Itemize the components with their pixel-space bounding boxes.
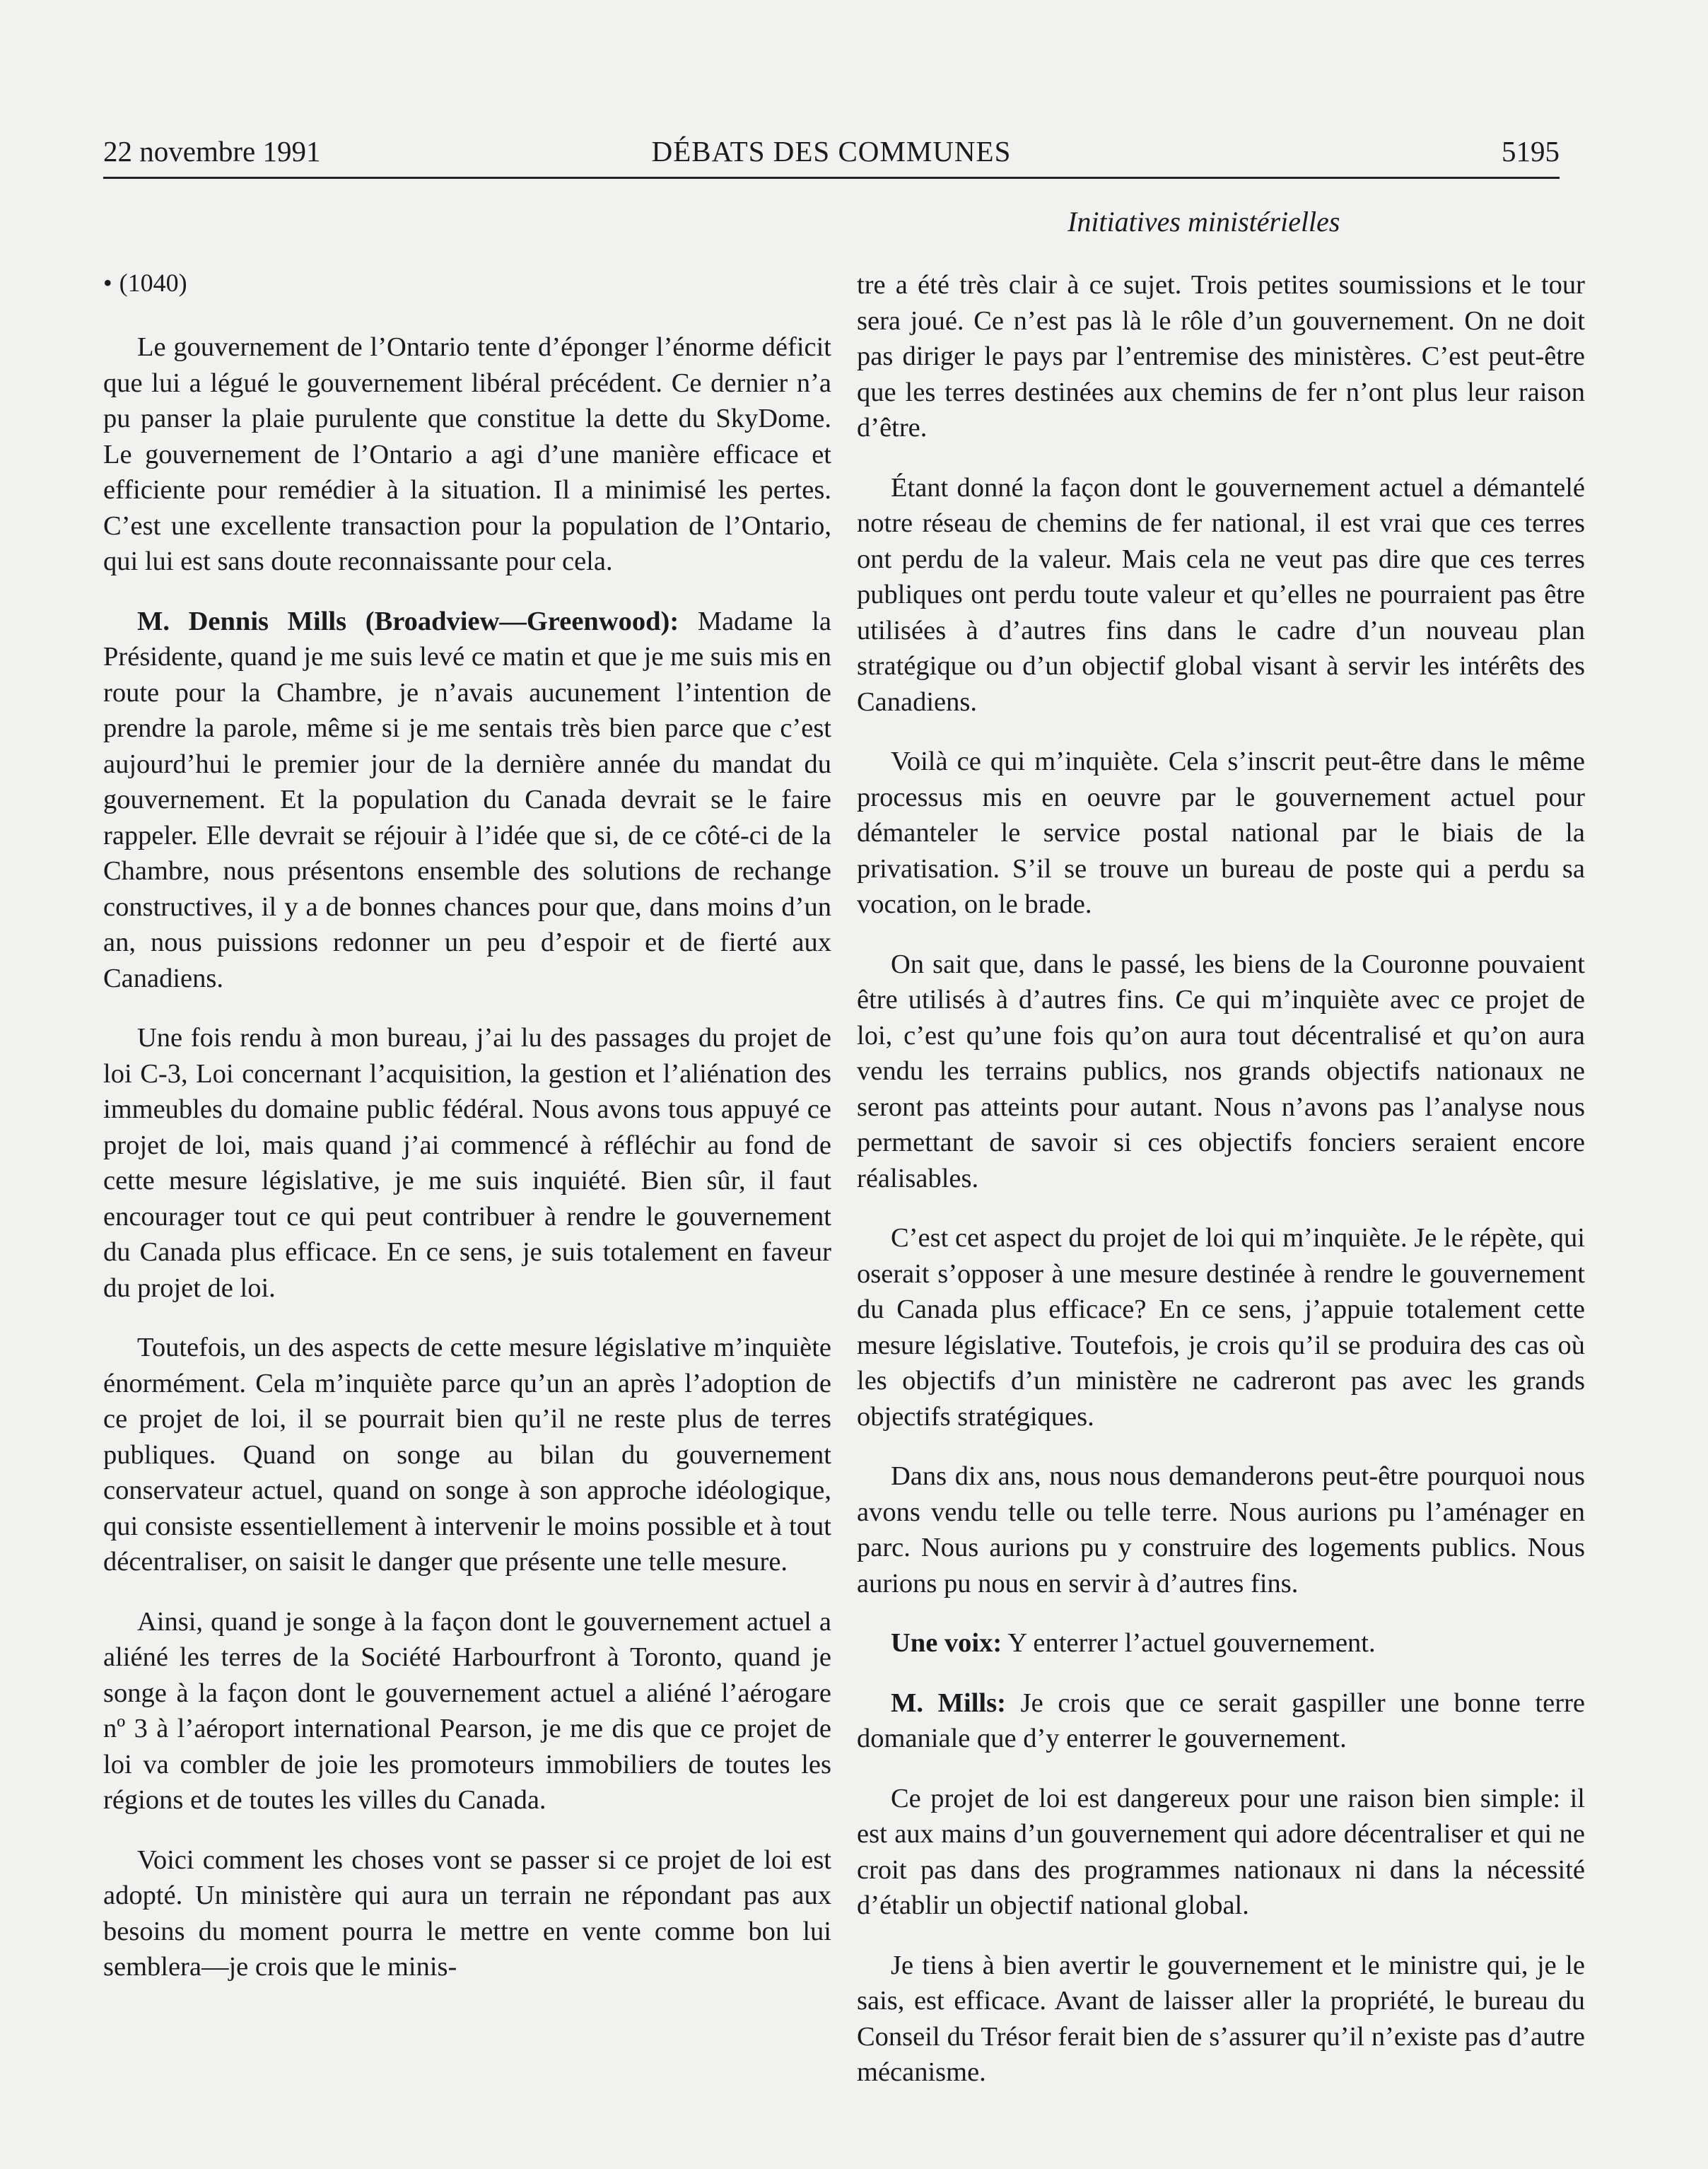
header-title: DÉBATS DES COMMUNES (651, 135, 1012, 168)
paragraph: C’est cet aspect du projet de loi qui m’inquiète. Je le répète, qui oserait s’opposer à une mesure destinée à rendre le gouvernement du Canada plus efficace? En ce sens, j’appuie totalement cette mesure législative. Toutefois, je crois qu’il se produira des cas où les objectifs d’un ministère ne cadreront pas avec les grands objectifs stratégiques. (857, 1223, 1585, 1432)
paragraph: Une fois rendu à mon bureau, j’ai lu des passages du projet de loi C-3, Loi concernant l’acquisition, la gestion et l’aliénation des immeubles du domaine public fédéral. Nous avons tous appuyé ce projet de loi, mais quand j’ai commencé à réfléchir au fond de cette mesure législative, je me suis inquiété. Bien sûr, il faut encourager tout ce qui peut contribuer à rendre le gouvernement du Canada plus efficace. En ce sens, je suis totalement en faveur du projet de loi. (103, 1023, 831, 1303)
speaker-name: M. Mills: (891, 1688, 1006, 1718)
paragraph: Ce projet de loi est dangereux pour une raison bien simple: il est aux mains d’un gouvernement qui adore décentraliser et qui ne croit pas dans des programmes nationaux ni dans la nécessité d’établir un objectif national global. (857, 1783, 1585, 1920)
speech-text: Je crois que ce serait gaspiller une bonne terre domaniale que d’y enterrer le gouvernement. (857, 1688, 1585, 1753)
paragraph: Ainsi, quand je songe à la façon dont le gouvernement actuel a aliéné les terres de la Société Harbourfront à Toronto, quand je songe à la façon dont le gouvernement actuel a aliéné l’aérogare nº 3 à l’aéroport international Pearson, je me dis que ce projet de loi va combler de joie les promoteurs immobiliers de toutes les régions et de toutes les villes du Canada. (103, 1606, 831, 1815)
paragraph: Voici comment les choses vont se passer si ce projet de loi est adopté. Un ministère qui aura un terrain ne répondant pas aux besoins du moment pourra le mettre en vente comme bon lui semblera—je crois que le minis- (103, 1844, 831, 1982)
right-column (857, 267, 1585, 2115)
paragraph: Dans dix ans, nous nous demanderons peut-être pourquoi nous avons vendu telle ou telle terre. Nous aurions pu l’aménager en parc. Nous aurions pu y construire des logements publics. Nous aurions pu nous en servir à d’autres fins. (857, 1461, 1585, 1598)
header-date: 22 novembre 1991 (103, 135, 321, 168)
header-page-number: 5195 (1502, 135, 1560, 168)
speech-text: Madame la Présidente, quand je me suis levé ce matin et que je me suis mis en route pour la Chambre, je n’avais aucunement l’intention de prendre la parole, même si je me sentais très bien parce que c’est aujourd’hui le premier jour de la dernière année du mandat du gouvernement. Et la population du Canada devrait se le faire rappeler. Elle devrait se réjouir à l’idée que si, de ce côté-ci de la Chambre, nous présentons ensemble des solutions de rechange constructives, il y a de bonnes chances pour que, dans moins d’un an, nous puissions redonner un peu d’espoir et de fierté aux Canadiens. (103, 606, 831, 993)
timestamp (103, 267, 831, 298)
paragraph: Je tiens à bien avertir le gouvernement et le ministre qui, je le sais, est efficace. Avant de laisser aller la propriété, le bureau du Conseil du Trésor ferait bien de s’assurer qu’il n’existe pas d’autre mécanisme. (857, 1950, 1585, 2087)
speaker-name: M. Dennis Mills (Broadview—Greenwood): (137, 606, 679, 636)
section-title: Initiatives ministérielles (1068, 206, 1340, 238)
paragraph (103, 604, 831, 997)
paragraph (857, 1685, 1585, 1757)
paragraph (857, 1625, 1585, 1661)
paragraph: tre a été très clair à ce sujet. Trois petites soumissions et le tour sera joué. Ce n’est pas là le rôle d’un gouvernement. On ne doit pas diriger le pays par l’entremise des ministères. C’est peut-être que les terres destinées aux chemins de fer n’ont plus leur raison d’être. (857, 270, 1585, 443)
paragraph: Étant donné la façon dont le gouvernement actuel a démantelé notre réseau de chemins de fer national, il est vrai que ces terres ont perdu de la valeur. Mais cela ne veut pas dire que ces terres publiques ont perdu toute valeur et qu’elles ne pourraient pas être utilisées à d’autres fins dans le cadre d’un nouveau plan stratégique ou d’un objectif global visant à servir les intérêts des Canadiens. (857, 472, 1585, 717)
speaker-name: Une voix: (891, 1628, 1002, 1658)
paragraph: Le gouvernement de l’Ontario tente d’éponger l’énorme déficit que lui a légué le gouvernement libéral précédent. Ce dernier n’a pu panser la plaie purulente que constitue la dette du SkyDome. Le gouvernement de l’Ontario a agi d’une manière efficace et efficiente pour remédier à la situation. Il a minimisé les pertes. C’est une excellente transaction pour la population de l’Ontario, qui lui est sans doute reconnaissante pour cela. (103, 332, 831, 576)
paragraph: Voilà ce qui m’inquiète. Cela s’inscrit peut-être dans le même processus mis en oeuvre par le gouvernement actuel pour démanteler le service postal national par le biais de la privatisation. S’il se trouve un bureau de poste qui a perdu sa vocation, on le brade. (857, 747, 1585, 919)
left-column (103, 267, 831, 2009)
speech-text: Y enterrer l’actuel gouvernement. (1002, 1628, 1376, 1658)
paragraph: Toutefois, un des aspects de cette mesure législative m’inquiète énormément. Cela m’inquiète parce qu’un an après l’adoption de ce projet de loi, il se pourrait bien qu’il ne reste plus de terres publiques. Quand on songe au bilan du gouvernement conservateur actuel, quand on songe à son approche idéologique, qui consiste essentiellement à intervenir le moins possible et à tout décentraliser, on saisit le danger que présente une telle mesure. (103, 1333, 831, 1577)
page-header (103, 134, 1560, 179)
paragraph: On sait que, dans le passé, les biens de la Couronne pouvaient être utilisés à d’autres fins. Ce qui m’inquiète avec ce projet de loi, c’est qu’une fois qu’on aura tout décentralisé et qu’on aura vendu les terrains publics, nos grands objectifs nationaux ne seront pas atteints pour autant. Nous n’avons pas l’analyse nous permettant de savoir si ces objectifs fonciers seraient encore réalisables. (857, 949, 1585, 1193)
bullet-icon: • (103, 269, 112, 297)
timestamp-text: (1040) (119, 269, 187, 297)
